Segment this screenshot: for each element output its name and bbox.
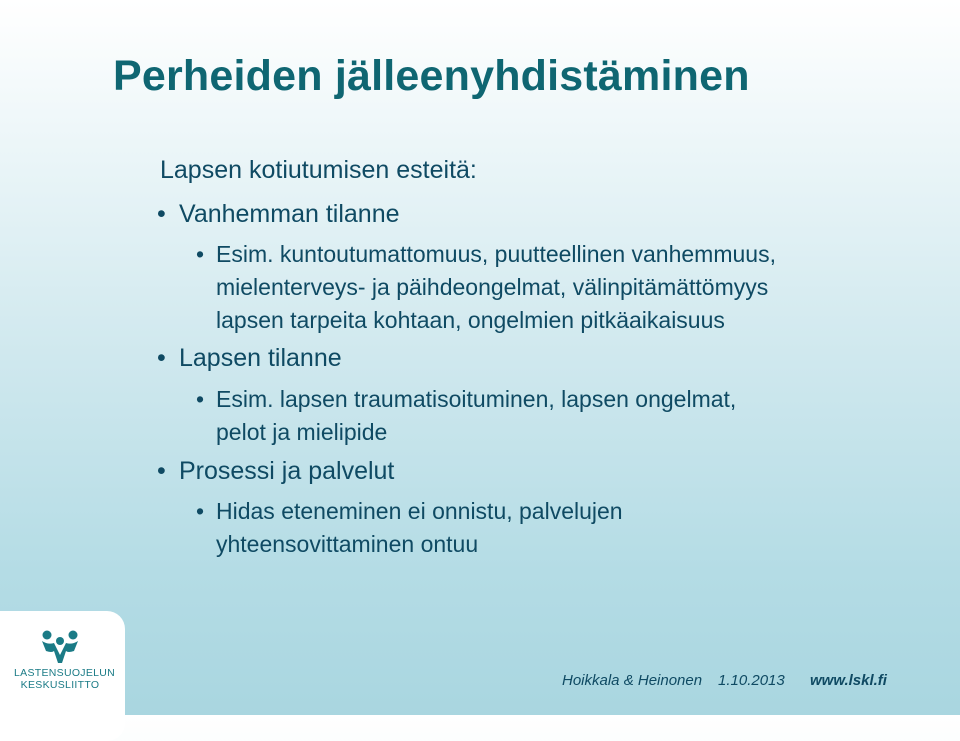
bullet-icon: •: [196, 386, 205, 412]
sub-bullet-line: Hidas eteneminen ei onnistu, palvelujen: [216, 498, 623, 524]
logo-line: LASTENSUOJELUN: [14, 667, 116, 679]
sub-bullet-line: mielenterveys- ja päihdeongelmat, välinpitämättömyys: [216, 274, 769, 300]
bullet-icon: •: [157, 344, 166, 372]
bullet-icon: •: [196, 498, 205, 524]
bullet-prosessi-ja-palvelut: [157, 457, 395, 486]
bullet-heading: Vanhemman tilanne: [179, 200, 400, 228]
footer-website-link[interactable]: www.lskl.fi: [810, 672, 887, 689]
sub-bullet-line: pelot ja mielipide: [216, 419, 388, 445]
bullet-icon: •: [157, 200, 166, 228]
logo-line: KESKUSLIITTO: [20, 679, 100, 691]
bullet-lapsen-tilanne: [157, 344, 342, 373]
sub-bullet-line: yhteensovittaminen ontuu: [216, 531, 479, 557]
logo-wordmark: [14, 667, 116, 691]
footer-date: 1.10.2013: [718, 672, 785, 689]
bullet-icon: •: [196, 241, 205, 267]
sub-bullet-line: Esim. lapsen traumatisoituminen, lapsen ongelmat,: [216, 386, 737, 412]
bullet-heading: Prosessi ja palvelut: [179, 457, 395, 485]
intro-text: Lapsen kotiutumisen esteitä:: [160, 156, 477, 184]
bullet-vanhemman-tilanne: [157, 200, 400, 229]
sub-bullet-line: Esim. kuntoutumattomuus, puutteellinen vanhemmuus,: [216, 241, 776, 267]
sub-bullet-lapsen-tilanne: [196, 383, 737, 449]
sub-bullet-vanhemman-tilanne: [196, 238, 776, 337]
bullet-icon: •: [157, 457, 166, 485]
sub-bullet-prosessi-ja-palvelut: [196, 495, 623, 561]
sub-bullet-line: lapsen tarpeita kohtaan, ongelmien pitkäaikaisuus: [216, 307, 725, 333]
slide-title: Perheiden jälleenyhdistäminen: [113, 52, 750, 100]
people-group-icon: [40, 629, 80, 667]
footer-authors: Hoikkala & Heinonen: [562, 672, 703, 689]
bullet-heading: Lapsen tilanne: [179, 344, 342, 372]
